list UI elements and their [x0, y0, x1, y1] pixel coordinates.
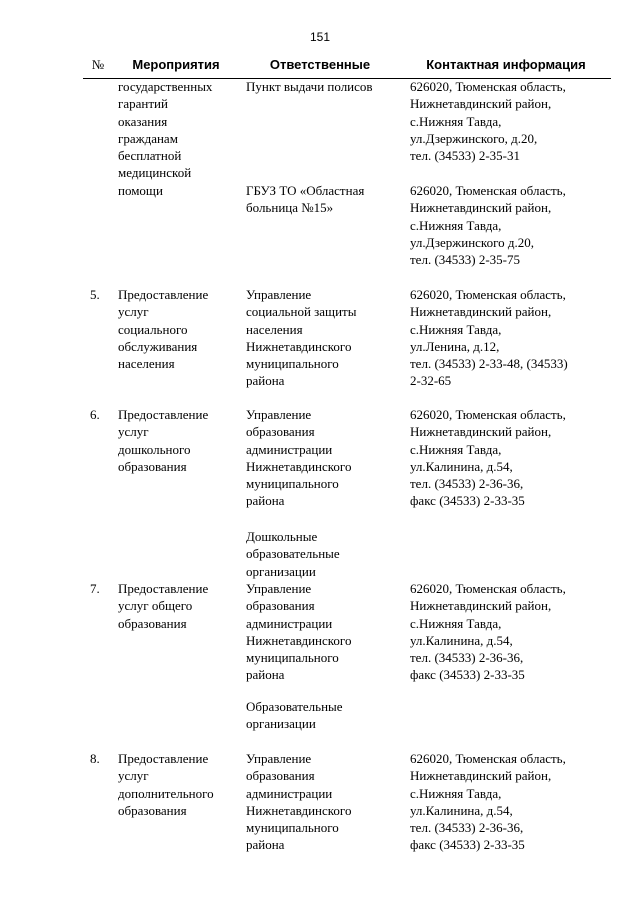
row-responsible: Управление образования администрации Нижнетавдинского муниципального района — [246, 407, 352, 509]
row-contact: 626020, Тюменская область, Нижнетавдинский район, с.Нижняя Тавда, ул.Ленина, д.12, тел. (34533) 2-33-48, (34533) 2-32-65 — [410, 287, 568, 389]
row-responsible: Управление социальной защиты населения Нижнетавдинского муниципального района — [246, 287, 357, 389]
row-number: 8. — [90, 751, 100, 766]
row-contact: 626020, Тюменская область, Нижнетавдинский район, с.Нижняя Тавда, ул.Калинина, д.54, тел. (34533) 2-36-36, факс (34533) 2-33-35 — [410, 751, 566, 853]
header-responsible: Ответственные — [269, 57, 371, 72]
page-number: 151 — [309, 30, 331, 44]
row-contact: 626020, Тюменская область, Нижнетавдинский район, с.Нижняя Тавда, ул.Дзержинского, д.20, тел. (34533) 2-35-31 — [410, 79, 566, 164]
row-contact: 626020, Тюменская область, Нижнетавдинский район, с.Нижняя Тавда, ул.Калинина, д.54, тел. (34533) 2-36-36, факс (34533) 2-33-35 — [410, 407, 566, 509]
row-contact: 626020, Тюменская область, Нижнетавдинский район, с.Нижняя Тавда, ул.Дзержинского д.20, тел. (34533) 2-35-75 — [410, 183, 566, 268]
header-num: № — [91, 57, 105, 72]
row-responsible: Образовательные организации — [246, 699, 343, 732]
row-responsible: Пункт выдачи полисов — [246, 79, 373, 94]
row-contact: 626020, Тюменская область, Нижнетавдинский район, с.Нижняя Тавда, ул.Калинина, д.54, тел. (34533) 2-36-36, факс (34533) 2-33-35 — [410, 581, 566, 683]
row-number: 7. — [90, 581, 100, 596]
row-event: Предоставление услуг социального обслуживания населения — [118, 287, 209, 372]
row-event: Предоставление услуг общего образования — [118, 581, 209, 631]
table-header — [83, 52, 611, 79]
row-responsible: Управление образования администрации Нижнетавдинского муниципального района — [246, 581, 352, 683]
row-number: 5. — [90, 287, 100, 302]
header-contact: Контактная информация — [426, 57, 586, 72]
row-responsible: Управление образования администрации Нижнетавдинского муниципального района — [246, 751, 352, 853]
row-event: Предоставление услуг дополнительного образования — [118, 751, 214, 818]
row-number: 6. — [90, 407, 100, 422]
row-responsible: Дошкольные образовательные организации — [246, 529, 340, 579]
row-event: государственных гарантий оказания гражданам бесплатной медицинской помощи — [118, 79, 213, 198]
row-responsible: ГБУЗ ТО «Областная больница №15» — [246, 183, 365, 216]
header-events: Мероприятия — [132, 57, 220, 72]
row-event: Предоставление услуг дошкольного образования — [118, 407, 209, 474]
